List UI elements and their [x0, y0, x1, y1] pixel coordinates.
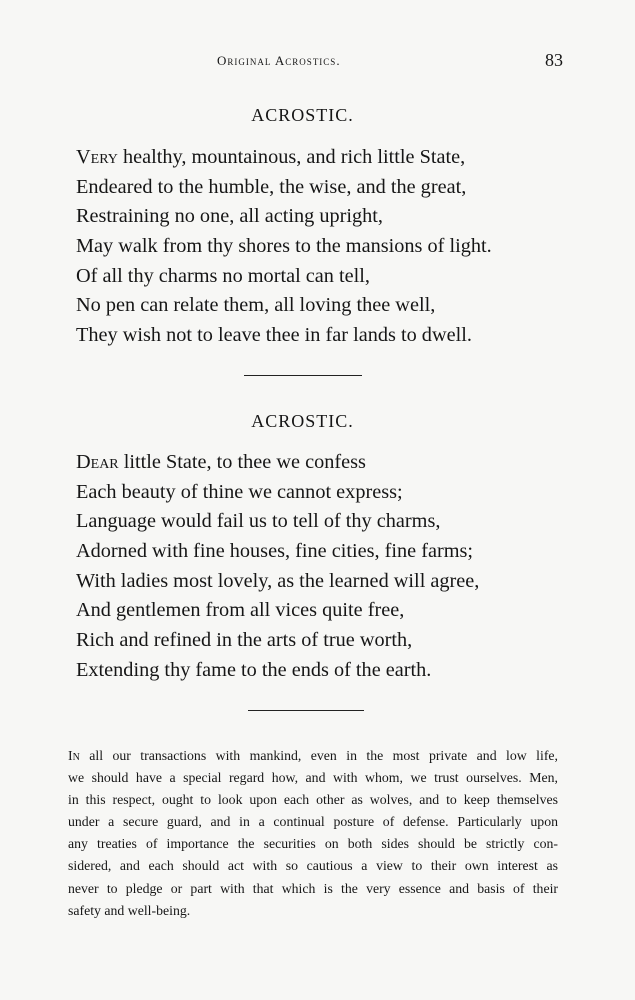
poem-line	[76, 596, 596, 626]
poem-1	[76, 143, 596, 351]
prose-line: safety and well-being.	[68, 902, 191, 918]
poem-line-lead: Dear	[76, 451, 119, 473]
page-number: 83	[545, 50, 563, 70]
prose-line: any treaties of importance the securities on both sides should be strictly con-	[68, 836, 558, 852]
poem-line-text: healthy, mountainous, and rich little State,	[117, 146, 466, 168]
poem-line-text: Rich and refined in the arts of true worth,	[76, 629, 413, 652]
poem-line	[76, 202, 596, 232]
section-divider-rule	[244, 375, 362, 376]
poem-line-lead: Very	[76, 146, 118, 168]
poem-line	[76, 478, 596, 508]
poem-line	[76, 262, 596, 292]
poem-line	[76, 507, 596, 537]
prose-paragraph	[68, 745, 558, 922]
poem-line-text: Extending thy fame to the ends of the earth.	[76, 658, 432, 681]
poem-line	[76, 567, 596, 597]
poem-line	[76, 537, 596, 567]
poem-line-text: Language would fail us to tell of thy charms,	[76, 510, 441, 533]
poem-line-text: little State, to thee we confess	[118, 451, 366, 473]
prose-line: under a secure guard, and in a continual posture of defense. Particularly upon	[68, 814, 558, 830]
poem-line-text: With ladies most lovely, as the learned will agree,	[76, 569, 480, 592]
running-title: Original Acrostics.	[217, 53, 341, 68]
poem-title-2: ACROSTIC.	[251, 411, 354, 431]
section-divider-rule	[248, 710, 364, 711]
poem-line-text: Endeared to the humble, the wise, and the great,	[76, 175, 467, 198]
running-head	[0, 50, 635, 73]
poem-line	[76, 321, 596, 351]
prose-line: in this respect, ought to look upon each other as wolves, and to keep themselves	[68, 792, 558, 808]
poem-line-text: Adorned with fine houses, fine cities, fine farms;	[76, 540, 474, 563]
prose-line: never to pledge or part with that which is the very essence and basis of their	[68, 880, 558, 896]
poem-line-text: And gentlemen from all vices quite free,	[76, 599, 405, 622]
poem-line	[76, 143, 596, 173]
poem-line-text: Each beauty of thine we cannot express;	[76, 480, 403, 503]
poem-2	[76, 448, 596, 686]
poem-line	[76, 626, 596, 656]
poem-line-text: Restraining no one, all acting upright,	[76, 205, 383, 228]
poem-line	[76, 173, 596, 203]
prose-line	[68, 745, 558, 767]
poem-line	[76, 291, 596, 321]
prose-line-text: all our transactions with mankind, even in the most private and low life,	[79, 748, 558, 763]
poem-line	[76, 448, 596, 478]
poem-line-text: Of all thy charms no mortal can tell,	[76, 264, 370, 287]
poem-line-text: No pen can relate them, all loving thee well,	[76, 294, 436, 317]
poem-title-1: ACROSTIC.	[251, 105, 354, 125]
poem-line	[76, 232, 596, 262]
poem-line-text: May walk from thy shores to the mansions of light.	[76, 235, 492, 258]
prose-line: we should have a special regard how, and with whom, we trust ourselves. Men,	[68, 770, 558, 786]
poem-line-text: They wish not to leave thee in far lands to dwell.	[76, 324, 472, 347]
prose-line: sidered, and each should act with so cautious a view to their own interest as	[68, 858, 558, 874]
prose-lead: In	[68, 748, 80, 763]
poem-line	[76, 656, 596, 686]
